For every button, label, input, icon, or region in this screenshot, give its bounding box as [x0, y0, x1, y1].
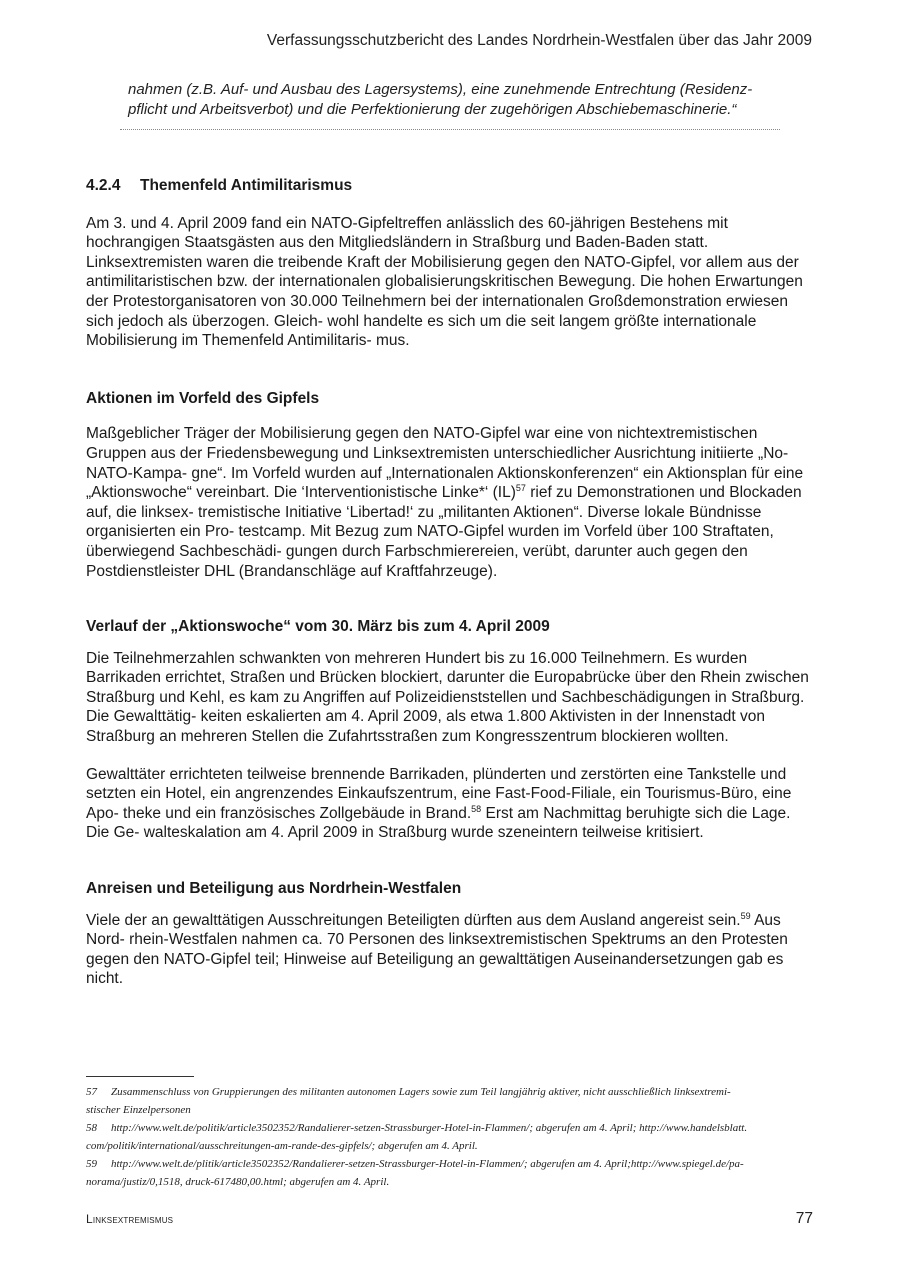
quote-divider	[120, 129, 780, 130]
page-number: 77	[795, 1210, 813, 1227]
paragraph-verlauf-2-part1: Gewalttäter errichteten teilweise brennende Barrikaden, plünderten und zerstörten eine Tankstelle und setzten ein Hotel, ein angrenzendes Einkaufszentrum, eine Fast-Food-Filiale, ein Tourismus-Büro, eine Apo- theke und ein französisches Zollgebäude in Brand.	[86, 765, 792, 822]
subheading-verlauf: Verlauf der „Aktionswoche“ vom 30. März bis zum 4. April 2009	[86, 618, 550, 636]
footnote-ref-59: 59	[740, 910, 751, 921]
main-content	[86, 176, 814, 989]
paragraph-aktionen-part2: rief zu Demonstrationen und Blockaden auf, die linksex- tremistische Initiative ‘Libertad!‘ zu „militanten Aktionen“. Diverse lokale Bündnisse organisierten ein Pro- testcamp. Mit Bezug zum NATO-Gipfel wurden im Vorfeld über 100 Straftaten, überwiegend Sachbeschädi- gungen durch Farbschmierereien, verübt, darunter auch gegen den Postdienstleister DHL (Brandanschläge auf Kraftfahrzeuge).	[86, 484, 802, 580]
subheading-aktionen: Aktionen im Vorfeld des Gipfels	[86, 389, 320, 407]
paragraph-anreisen-part2: Aus Nord- rhein-Westfalen nahmen ca. 70 Personen des linksextremistischen Spektrums an den Protesten gegen den NATO-Gipfel teil; Hinweise auf Beteiligung an gewalttätigen Auseinandersetzungen gab es nicht.	[86, 911, 788, 988]
footnote-ref-58: 58	[471, 803, 482, 814]
footnote-divider	[86, 1076, 194, 1077]
subheading-anreisen: Anreisen und Beteiligung aus Nordrhein-Westfalen	[86, 880, 462, 898]
section-intro-paragraph: Am 3. und 4. April 2009 fand ein NATO-Gipfeltreffen anlässlich des 60-jährigen Bestehens mit hochrangigen Staatsgästen aus den Mitgliedsländern in Straßburg und Baden-Baden statt. Linksextremisten waren die treibende Kraft der Mobilisierung gegen den NATO-Gipfel, vor allem aus der antimilitaristischen bzw. der internationalen globalisierungskritischen Bewegung. Die hohen Erwartungen der Protestorganisatoren von 30.000 Teilnehmern bei der internationalen Großdemonstration erwiesen sich jedoch als überzogen. Gleich- wohl handelte es sich um die seit langem größte internationale Mobilisierung im Themenfeld Antimilitaris- mus.	[86, 214, 803, 350]
paragraph-verlauf-2-part2: Erst am Nachmittag beruhigte sich die Lage. Die Ge- walteskalation am 4. April 2009 in Straßburg wurde szeneintern teilweise kritisiert.	[86, 804, 791, 842]
running-header: Verfassungsschutzbericht des Landes Nordrhein-Westfalen über das Jahr 2009	[266, 32, 812, 49]
paragraph-verlauf-1: Die Teilnehmerzahlen schwankten von mehreren Hundert bis zu 16.000 Teilnehmern. Es wurden Barrikaden errichtet, Straßen und Brücken blockiert, darunter die Europabrücke über den Rhein zwischen Straßburg und Kehl, es kam zu Angriffen auf Polizeidienststellen und Sachbeschädigungen in Straßburg. Die Gewalttätig- keiten eskalierten am 4. April 2009, als etwa 1.800 Aktivisten in der Innenstadt von Straßburg an mehreren Stellen die Zufahrtsstraßen zum Kongresszentrum blockieren wollten.	[86, 649, 809, 746]
footnote-57	[86, 1083, 814, 1101]
footnote-58	[86, 1119, 814, 1137]
footnote-text: http://www.welt.de/politik/article3502352/Randalierer-setzen-Strassburger-Hotel-in-Flammen/; abgerufen am 4. April; http://www.handelsblatt.	[111, 1122, 748, 1134]
footnote-number: 59	[86, 1158, 97, 1170]
paragraph-aktionen	[86, 424, 814, 581]
section-title: Themenfeld Antimilitarismus	[140, 177, 353, 194]
paragraph-aktionen-part1: Maßgeblicher Träger der Mobilisierung gegen den NATO-Gipfel war eine von nichtextremistischen Gruppen aus der Friedensbewegung und Linksextremisten unterschiedlicher Ausrichtung initiierte „No-NATO-Kampa- gne“. Im Vorfeld wurden auf „Internationalen Aktionskonferenzen“ ein Aktionsplan für eine „Aktionswoche“ vereinbart. Die ‘Interventionistische Linke*‘ (IL)	[86, 425, 804, 502]
quote-continuation: nahmen (z.B. Auf- und Ausbau des Lagersystems), eine zunehmende Entrechtung (Residenz- pflicht und Arbeitsverbot) und die Perfektionierung der zugehörigen Abschiebemaschinerie.“	[128, 81, 753, 118]
section-number: 4.2.4	[86, 177, 121, 194]
paragraph-anreisen-part1: Viele der an gewalttätigen Ausschreitungen Beteiligten dürften aus dem Ausland angereist sein.	[86, 911, 741, 929]
section-heading	[86, 176, 814, 196]
footnote-59-continuation: norama/justiz/0,1518, druck-617480,00.html; abgerufen am 4. April.	[86, 1176, 390, 1188]
footnote-58-continuation: com/politik/international/ausschreitungen-am-rande-des-gipfels/; abgerufen am 4. April.	[86, 1140, 478, 1152]
footnote-ref-57: 57	[515, 482, 526, 493]
footer-section-label: Linksextremismus	[86, 1212, 174, 1226]
footnote-number: 58	[86, 1122, 97, 1134]
paragraph-verlauf-2	[86, 765, 814, 843]
footnote-59	[86, 1155, 814, 1173]
paragraph-anreisen	[86, 911, 814, 989]
footnotes	[86, 1083, 814, 1191]
footnote-text: Zusammenschluss von Gruppierungen des militanten autonomen Lagers sowie zum Teil langjährig aktiver, nicht ausschließlich linksextremi-	[111, 1086, 731, 1098]
footnote-57-continuation: stischer Einzelpersonen	[86, 1104, 191, 1116]
footnote-text: http://www.welt.de/plitik/article3502352/Randalierer-setzen-Strassburger-Hotel-in-Flammen/; abgerufen am 4. April;http://www.spiegel.de/pa-	[111, 1158, 744, 1170]
footnote-number: 57	[86, 1086, 97, 1098]
